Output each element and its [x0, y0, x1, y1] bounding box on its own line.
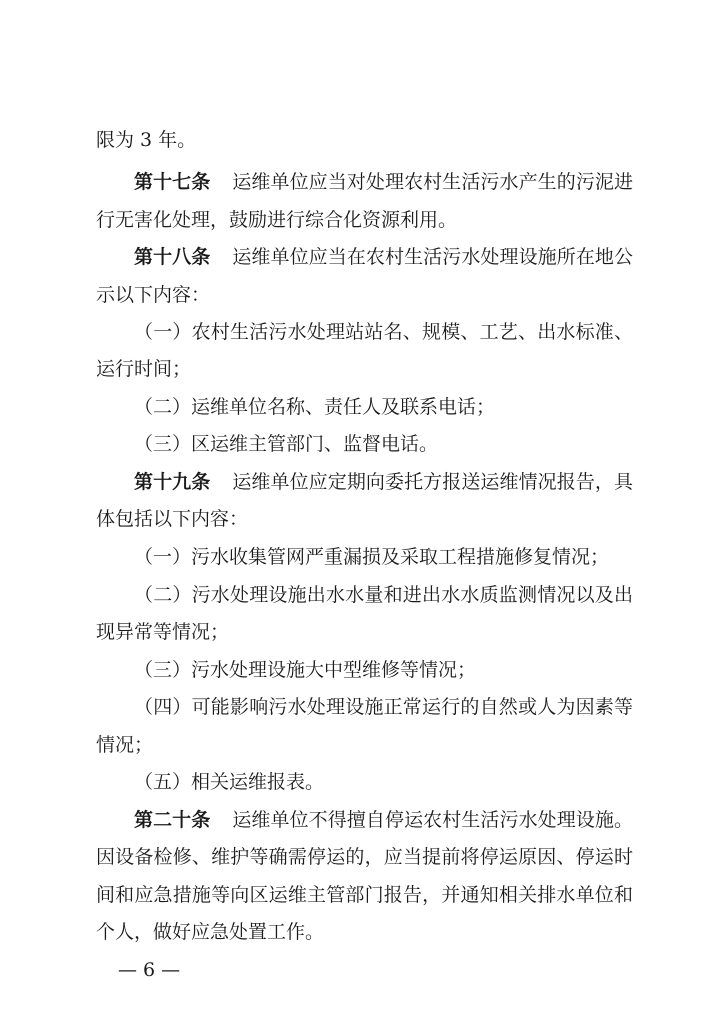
article-19-line-2: 体包括以下内容：	[96, 508, 249, 530]
article-19-item-4-line-1: （四）可能影响污水处理设施正常运行的自然或人为因素等	[134, 696, 633, 718]
article-18-item-3: （三）区运维主管部门、监督电话。	[134, 433, 439, 455]
article-17-line-1: 第十七条 运维单位应当对处理农村生活污水产生的污泥进	[134, 171, 633, 193]
article-18-item-2: （二）运维单位名称、责任人及联系电话；	[134, 396, 496, 418]
article-19-item-2-line-2: 现异常等情况；	[96, 621, 230, 643]
article-18-line-2: 示以下内容：	[96, 284, 211, 306]
article-18-item-1-line-1: （一）农村生活污水处理站站名、规模、工艺、出水标准、	[134, 321, 633, 343]
article-18-item-1-line-2: 运行时间；	[96, 358, 192, 380]
article-18-line-1: 第十八条 运维单位应当在农村生活污水处理设施所在地公	[134, 246, 633, 268]
article-20-line-4: 个人，做好应急处置工作。	[96, 921, 325, 943]
article-20-line-1: 第二十条 运维单位不得擅自停运农村生活污水处理设施。	[134, 809, 633, 831]
article-19-item-2-line-1: （二）污水处理设施出水水量和进出水水质监测情况以及出	[134, 584, 633, 606]
article-20-line-3: 间和应急措施等向区运维主管部门报告，并通知相关排水单位和	[96, 884, 633, 906]
article-19-item-5: （五）相关运维报表。	[134, 771, 325, 793]
article-19-item-4-line-2: 情况；	[96, 734, 154, 756]
article-19-item-1: （一）污水收集管网严重漏损及采取工程措施修复情况；	[134, 546, 610, 568]
article-17-heading: 第十七条	[134, 171, 211, 193]
article-19-line-1: 第十九条 运维单位应定期向委托方报送运维情况报告，具	[134, 471, 633, 493]
article-20-line-2: 因设备检修、维护等确需停运的，应当提前将停运原因、停运时	[96, 846, 633, 868]
article-17-line-2: 行无害化处理，鼓励进行综合化资源利用。	[96, 209, 458, 231]
article-19-heading: 第十九条	[134, 471, 211, 493]
article-18-heading: 第十八条	[134, 246, 211, 268]
article-19-item-3: （三）污水处理设施大中型维修等情况；	[134, 659, 477, 681]
text-line: 限为 3 年。	[96, 129, 197, 151]
article-20-heading: 第二十条	[134, 809, 211, 831]
page-number: — 6 —	[118, 959, 181, 981]
